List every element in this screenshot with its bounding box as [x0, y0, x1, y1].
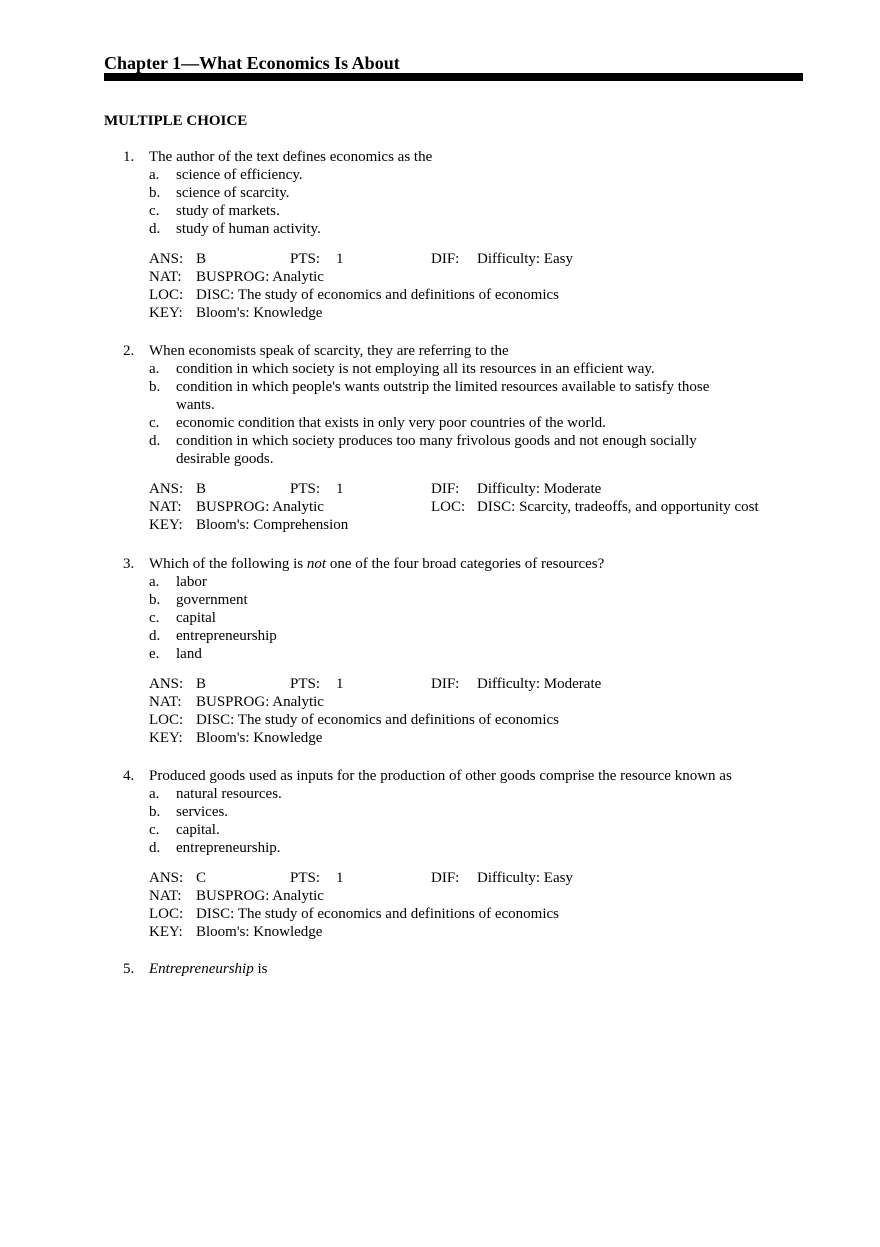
- question-text-part: one of the four broad categories of resources?: [326, 556, 605, 572]
- choice: [104, 627, 804, 645]
- question-4: [104, 767, 804, 941]
- choice: [104, 821, 804, 839]
- choice-letter: a.: [149, 361, 160, 377]
- ans-label: ANS:: [149, 676, 184, 692]
- loc-value: DISC: Scarcity, tradeoffs, and opportunity cost: [477, 499, 759, 515]
- choice-letter: a.: [149, 167, 160, 183]
- title-rule: [104, 73, 803, 81]
- question-3: [104, 555, 804, 747]
- dif-value: Difficulty: Moderate: [477, 676, 602, 692]
- key-value: Bloom's: Comprehension: [196, 517, 349, 533]
- key-value: Bloom's: Knowledge: [196, 305, 323, 321]
- meta-row-nat: [104, 693, 804, 711]
- loc-label: LOC:: [149, 287, 184, 303]
- loc-value: DISC: The study of economics and definitions of economics: [196, 906, 559, 922]
- nat-label: NAT:: [149, 694, 182, 710]
- question-1: [104, 148, 804, 322]
- key-value: Bloom's: Knowledge: [196, 730, 323, 746]
- loc-value: DISC: The study of economics and definitions of economics: [196, 712, 559, 728]
- dif-value: Difficulty: Easy: [477, 870, 573, 886]
- question-text: Produced goods used as inputs for the production of other goods comprise the resource known as: [149, 768, 732, 784]
- ans-value: B: [196, 251, 207, 267]
- meta-row-loc: [104, 905, 804, 923]
- meta-row-loc: [104, 711, 804, 729]
- nat-label: NAT:: [149, 269, 182, 285]
- answer-metadata: [104, 250, 804, 322]
- choice-letter: a.: [149, 786, 160, 802]
- choice-text: study of markets.: [176, 203, 280, 219]
- question-5: [104, 960, 804, 978]
- choice: [104, 378, 804, 414]
- ans-value: B: [196, 676, 207, 692]
- choice-letter: e.: [149, 646, 160, 662]
- question-text-emphasis: Entrepreneurship: [149, 961, 254, 977]
- question-text: [149, 555, 604, 573]
- dif-label: DIF:: [431, 481, 460, 497]
- key-label: KEY:: [149, 305, 183, 321]
- choice-text: capital: [176, 610, 216, 626]
- answer-metadata: [104, 869, 804, 941]
- meta-row-nat: [104, 498, 804, 516]
- question-number: 3.: [123, 556, 135, 572]
- choice: [104, 785, 804, 803]
- ans-value: B: [196, 481, 207, 497]
- question-stem: [104, 342, 804, 360]
- question-text-emphasis: not: [306, 556, 327, 572]
- meta-row-nat: [104, 887, 804, 905]
- choice-text: condition in which society produces too many frivolous goods and not enough socially desirable goods.: [176, 433, 697, 467]
- choice: [104, 202, 804, 220]
- pts-label: PTS:: [290, 481, 321, 497]
- ans-label: ANS:: [149, 481, 184, 497]
- question-text: When economists speak of scarcity, they are referring to the: [149, 343, 509, 359]
- meta-row-ans: [104, 480, 804, 498]
- choice-text: entrepreneurship.: [176, 840, 281, 856]
- choice-letter: b.: [149, 592, 161, 608]
- ans-label: ANS:: [149, 870, 184, 886]
- pts-value: 1: [336, 870, 344, 886]
- choice-letter: b.: [149, 185, 161, 201]
- choice-letter: c.: [149, 610, 160, 626]
- question-number: 1.: [123, 149, 135, 165]
- choice-letter: a.: [149, 574, 160, 590]
- choice: [104, 432, 804, 468]
- choice-text: condition in which people's wants outstrip the limited resources available to satisfy those wants.: [176, 379, 710, 413]
- loc-label: LOC:: [149, 712, 184, 728]
- pts-label: PTS:: [290, 676, 321, 692]
- chapter-title: Chapter 1—What Economics Is About: [104, 53, 400, 73]
- pts-label: PTS:: [290, 251, 321, 267]
- meta-row-loc: [104, 286, 804, 304]
- pts-value: 1: [336, 676, 344, 692]
- choice-letter: c.: [149, 415, 160, 431]
- question-text-part: is: [253, 961, 268, 977]
- choice-letter: b.: [149, 804, 161, 820]
- loc-label: LOC:: [149, 906, 184, 922]
- choice: [104, 573, 804, 591]
- choice-text: land: [176, 646, 202, 662]
- dif-value: Difficulty: Easy: [477, 251, 573, 267]
- ans-value: C: [196, 870, 207, 886]
- choice-text: government: [176, 592, 248, 608]
- question-2: [104, 342, 804, 534]
- key-label: KEY:: [149, 517, 183, 533]
- loc-label: LOC:: [431, 499, 466, 515]
- meta-row-key: [104, 304, 804, 322]
- choice: [104, 839, 804, 857]
- key-label: KEY:: [149, 924, 183, 940]
- choice-letter: c.: [149, 203, 160, 219]
- nat-label: NAT:: [149, 499, 182, 515]
- choice-letter: d.: [149, 840, 161, 856]
- choice-text: services.: [176, 804, 229, 820]
- choice-letter: d.: [149, 221, 161, 237]
- choice-text: labor: [176, 574, 207, 590]
- section-heading: MULTIPLE CHOICE: [104, 113, 248, 129]
- choice: [104, 414, 804, 432]
- choice-letter: c.: [149, 822, 160, 838]
- pts-value: 1: [336, 481, 344, 497]
- dif-label: DIF:: [431, 676, 460, 692]
- question-stem: [104, 960, 804, 978]
- dif-label: DIF:: [431, 870, 460, 886]
- question-stem: [104, 555, 804, 573]
- question-stem: [104, 767, 804, 785]
- nat-value: BUSPROG: Analytic: [196, 694, 324, 710]
- choice: [104, 645, 804, 663]
- question-number: 2.: [123, 343, 135, 359]
- choice-letter: d.: [149, 628, 161, 644]
- answer-metadata: [104, 480, 804, 534]
- dif-value: Difficulty: Moderate: [477, 481, 602, 497]
- meta-row-ans: [104, 250, 804, 268]
- choice-text: capital.: [176, 822, 220, 838]
- choice-letter: d.: [149, 433, 161, 449]
- question-text: The author of the text defines economics as the: [149, 149, 433, 165]
- choice: [104, 220, 804, 238]
- meta-row-key: [104, 729, 804, 747]
- choice-text: condition in which society is not employing all its resources in an efficient way.: [176, 361, 655, 377]
- ans-label: ANS:: [149, 251, 184, 267]
- choice: [104, 591, 804, 609]
- pts-label: PTS:: [290, 870, 321, 886]
- question-text-part: Which of the following is: [149, 556, 307, 572]
- choice-text: natural resources.: [176, 786, 282, 802]
- meta-row-ans: [104, 675, 804, 693]
- choice-text: study of human activity.: [176, 221, 321, 237]
- choice: [104, 184, 804, 202]
- question-text: [149, 960, 267, 978]
- choice: [104, 360, 804, 378]
- meta-row-nat: [104, 268, 804, 286]
- choice-text: science of efficiency.: [176, 167, 303, 183]
- meta-row-key: [104, 516, 804, 534]
- choice-text: science of scarcity.: [176, 185, 290, 201]
- nat-value: BUSPROG: Analytic: [196, 269, 324, 285]
- question-number: 5.: [123, 961, 135, 977]
- dif-label: DIF:: [431, 251, 460, 267]
- loc-value: DISC: The study of economics and definitions of economics: [196, 287, 559, 303]
- question-number: 4.: [123, 768, 135, 784]
- nat-value: BUSPROG: Analytic: [196, 499, 324, 515]
- pts-value: 1: [336, 251, 344, 267]
- choice: [104, 166, 804, 184]
- meta-row-ans: [104, 869, 804, 887]
- choice: [104, 609, 804, 627]
- key-label: KEY:: [149, 730, 183, 746]
- choice-text: economic condition that exists in only very poor countries of the world.: [176, 415, 606, 431]
- nat-value: BUSPROG: Analytic: [196, 888, 324, 904]
- question-stem: [104, 148, 804, 166]
- choice-letter: b.: [149, 379, 161, 395]
- answer-metadata: [104, 675, 804, 747]
- choice-text: entrepreneurship: [176, 628, 277, 644]
- meta-row-key: [104, 923, 804, 941]
- nat-label: NAT:: [149, 888, 182, 904]
- key-value: Bloom's: Knowledge: [196, 924, 323, 940]
- choice: [104, 803, 804, 821]
